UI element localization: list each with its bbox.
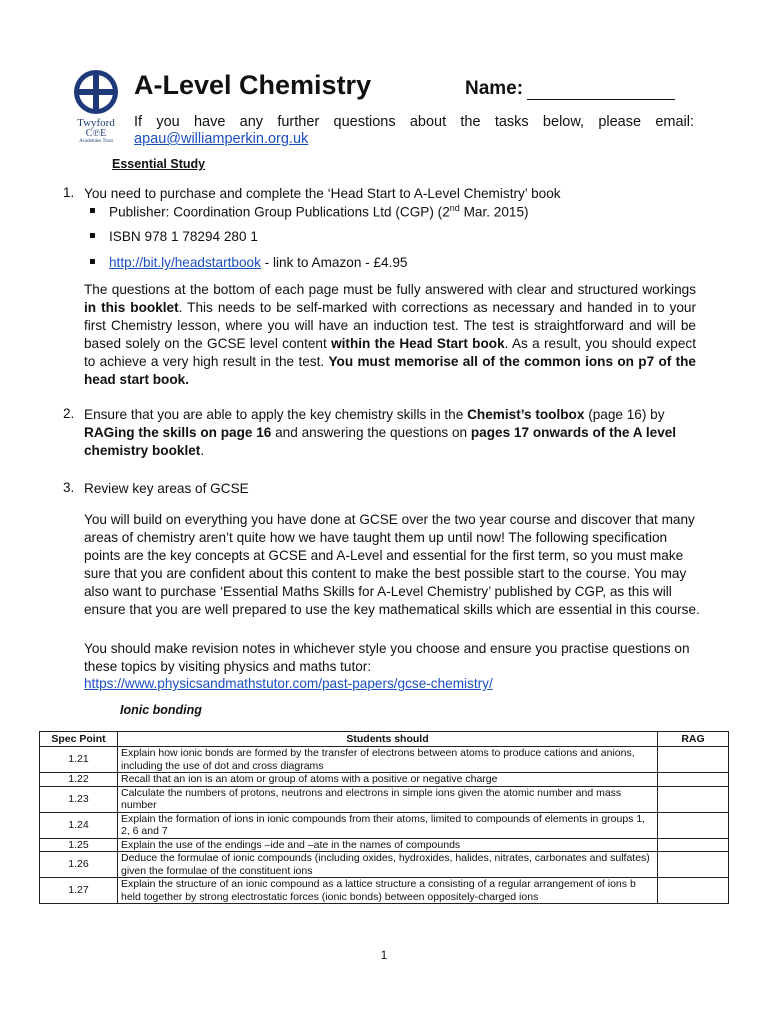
item-1-text: You need to purchase and complete the ‘Head Start to A-Level Chemistry’ book	[84, 186, 561, 201]
spec-cell: 1.26	[40, 852, 118, 878]
item-2-number: 2.	[63, 406, 75, 421]
rag-cell[interactable]	[658, 786, 729, 812]
description-cell: Explain the structure of an ionic compound as a lattice structure a consisting of a regular arrangement of ions b held together by strong electrostatic forces (ionic bonds) between oppositely-charged ions	[118, 878, 658, 904]
para-bold: within the Head Start book	[331, 336, 505, 351]
spec-cell: 1.27	[40, 878, 118, 904]
para-bold: in this booklet	[84, 300, 179, 315]
table-header-row	[40, 732, 729, 747]
bullet-square-icon	[90, 208, 95, 213]
cross-shield-icon	[72, 68, 120, 116]
para-text: . As a result, you should expect to achieve a very high result in the test.	[84, 336, 696, 369]
contact-text: If you have any further questions about the tasks below, please email:	[134, 114, 694, 130]
bullet-publisher-text: Publisher: Coordination Group Publications Ltd (CGP) (2	[109, 204, 450, 220]
item-3-heading: Review key areas of GCSE	[84, 481, 249, 496]
bullet-square-icon	[90, 233, 95, 238]
bullet-publisher	[90, 203, 529, 220]
para-text: The questions at the bottom of each page must be fully answered with clear and structured workings	[84, 282, 696, 297]
bullet-isbn	[90, 229, 258, 244]
description-cell: Recall that an ion is an atom or group of atoms with a positive or negative charge	[118, 773, 658, 787]
header-rag: RAG	[658, 732, 729, 747]
para-bold: RAGing the skills on page 16	[84, 425, 272, 440]
para-bold: You must memorise all of the common ions on p7 of the head start book.	[84, 354, 696, 387]
rag-cell[interactable]	[658, 878, 729, 904]
spec-table	[39, 731, 729, 904]
para-text: and answering the questions on	[271, 425, 471, 440]
spec-cell: 1.21	[40, 747, 118, 773]
pmt-link[interactable]: https://www.physicsandmathstutor.com/past-papers/gcse-chemistry/	[84, 676, 493, 691]
para-text: .	[200, 443, 205, 458]
table-row	[40, 852, 729, 878]
description-cell: Deduce the formulae of ionic compounds (including oxides, hydroxides, halides, nitrates, carbonates and sulfates) given the formulae of the constituent ions	[118, 852, 658, 878]
spec-cell: 1.22	[40, 773, 118, 787]
email-link[interactable]: apau@williamperkin.org.uk	[134, 131, 309, 147]
header-students-should: Students should	[118, 732, 658, 747]
description-cell: Calculate the numbers of protons, neutrons and electrons in simple ions given the atomic number and mass number	[118, 786, 658, 812]
name-field[interactable]	[465, 78, 675, 100]
item-1-number: 1.	[63, 185, 75, 200]
para-text: (page 16) by	[584, 407, 665, 422]
rag-cell[interactable]	[658, 812, 729, 838]
rag-cell[interactable]	[658, 852, 729, 878]
header-spec-point: Spec Point	[40, 732, 118, 747]
table-row	[40, 838, 729, 852]
essential-study-heading: Essential Study	[112, 157, 206, 171]
table-row	[40, 786, 729, 812]
logo-line3: Academies Trust	[79, 139, 113, 144]
bullet-link	[90, 255, 407, 270]
item-3-paragraph-1: You will build on everything you have done at GCSE over the two year course and discover that many areas of chemistry aren’t quite how we have taught them up until now! The following specification points are the key concepts at GCSE and A-Level and essential for the first term, so you must make sure that you are confident about this content to make the best possible start to the course. You may also want to purchase ‘Essential Maths Skills for A-Level Chemistry’ published by CGP, as this will ensure that you are well prepared to use the key mathematical skills which are essential in this course.	[84, 512, 700, 617]
description-cell: Explain the formation of ions in ionic compounds from their atoms, limited to compounds of elements in groups 1, 2, 6 and 7	[118, 812, 658, 838]
logo-line1: Twyford	[77, 117, 115, 129]
item-3-number: 3.	[63, 480, 75, 495]
para-text: Ensure that you are able to apply the key chemistry skills in the	[84, 407, 468, 422]
item-2-text	[84, 406, 700, 460]
rag-cell[interactable]	[658, 747, 729, 773]
logo-line2: C℗E	[85, 128, 107, 139]
bullet-square-icon	[90, 259, 95, 264]
school-logo	[66, 68, 126, 156]
spec-cell: 1.23	[40, 786, 118, 812]
headstart-link[interactable]: http://bit.ly/headstartbook	[109, 255, 261, 270]
name-blank-line[interactable]	[527, 81, 675, 100]
rag-cell[interactable]	[658, 838, 729, 852]
bullet-publisher-end: Mar. 2015)	[459, 204, 529, 220]
item-1-paragraph	[84, 281, 696, 389]
table-row	[40, 747, 729, 773]
bullet-link-rest: - link to Amazon - £4.95	[260, 255, 408, 270]
name-label: Name:	[465, 78, 524, 99]
spec-cell: 1.24	[40, 812, 118, 838]
description-cell: Explain how ionic bonds are formed by the transfer of electrons between atoms to produce cations and anions, including the use of dot and cross diagrams	[118, 747, 658, 773]
spec-cell: 1.25	[40, 838, 118, 852]
rag-cell[interactable]	[658, 773, 729, 787]
bullet-publisher-sup: nd	[449, 203, 460, 213]
ionic-bonding-heading: Ionic bonding	[120, 703, 202, 717]
table-row	[40, 812, 729, 838]
description-cell: Explain the use of the endings –ide and –ate in the names of compounds	[118, 838, 658, 852]
para-text: . This needs to be self-marked with corrections as necessary and handed in to your first Chemistry lesson, where you will have an induction test. The test is straightforward and will be based solely on the GCSE level content	[84, 300, 696, 351]
page-title: A-Level Chemistry	[134, 70, 372, 100]
page-number: 1	[380, 948, 388, 962]
bullet-isbn-text: ISBN 978 1 78294 280 1	[109, 229, 258, 244]
table-row	[40, 773, 729, 787]
para-bold: Chemist’s toolbox	[467, 407, 585, 422]
table-row	[40, 878, 729, 904]
para-bold: pages 17 onwards of the A level chemistry booklet	[84, 425, 677, 458]
item-3-paragraph-2: You should make revision notes in whichever style you choose and ensure you practise questions on these topics by visiting physics and maths tutor:	[84, 641, 690, 674]
